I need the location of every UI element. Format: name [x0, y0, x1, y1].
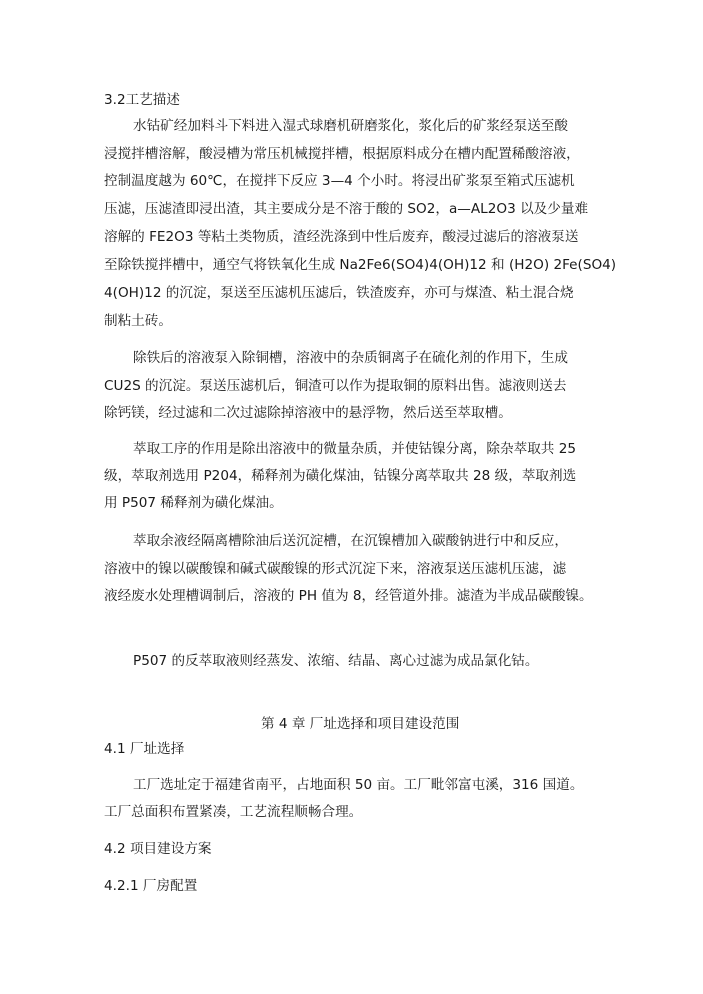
- paragraph-line: 萃取余液经隔离槽除油后送沉淀槽，在沉镍槽加入碳酸钠进行中和反应，: [133, 533, 568, 549]
- paragraph-line: 工厂选址定于福建省南平，占地面积 50 亩。工厂毗邻富屯溪，316 国道。: [133, 777, 584, 793]
- paragraph-line: 制粘土砖。: [104, 313, 172, 329]
- paragraph-line: 水钴矿经加料斗下料进入湿式球磨机研磨浆化，浆化后的矿浆经泵送至酸: [133, 118, 568, 134]
- paragraph-line: 至除铁搅拌槽中，通空气将铁氧化生成 Na2Fe6(SO4)4(OH)12 和 (H2O) 2Fe(SO4): [104, 257, 617, 273]
- section-4-1-heading: 4.1 厂址选择: [104, 741, 185, 757]
- paragraph-line: 浸搅拌槽溶解，酸浸槽为常压机械搅拌槽，根据原料成分在槽内配置稀酸溶液，: [104, 146, 580, 162]
- section-4-2-1-heading: 4.2.1 厂房配置: [104, 878, 198, 894]
- paragraph-line: 控制温度越为 60℃，在搅拌下反应 3—4 个小时。将浸出矿浆泵至箱式压滤机: [104, 173, 575, 189]
- chapter-4-title: 第 4 章 厂址选择和项目建设范围: [261, 716, 460, 732]
- paragraph-line: 工厂总面积布置紧凑，工艺流程顺畅合理。: [104, 804, 363, 820]
- section-3-2-heading: 3.2工艺描述: [104, 92, 180, 108]
- paragraph-line: 萃取工序的作用是除出溶液中的微量杂质，并使钴镍分离，除杂萃取共 25: [133, 441, 577, 457]
- paragraph-line: 用 P507 稀释剂为磺化煤油。: [104, 495, 283, 511]
- paragraph-line: 压滤，压滤渣即浸出渣，其主要成分是不溶于酸的 SO2，a—AL2O3 以及少量难: [104, 201, 589, 217]
- paragraph-line: 4(OH)12 的沉淀，泵送至压滤机压滤后，铁渣废弃，亦可与煤渣、粘土混合烧: [104, 285, 574, 301]
- paragraph-line: 除铁后的溶液泵入除铜槽，溶液中的杂质铜离子在硫化剂的作用下，生成: [133, 350, 568, 366]
- paragraph-line: 溶解的 FE2O3 等粘土类物质，渣经洗涤到中性后废弃，酸浸过滤后的溶液泵送: [104, 229, 579, 245]
- paragraph-line: P507 的反萃取液则经蒸发、浓缩、结晶、离心过滤为成品氯化钴。: [133, 653, 539, 669]
- section-4-2-heading: 4.2 项目建设方案: [104, 841, 212, 857]
- paragraph-line: 除钙镁，经过滤和二次过滤除掉溶液中的悬浮物，然后送至萃取槽。: [104, 405, 512, 421]
- paragraph-line: 液经废水处理槽调制后，溶液的 PH 值为 8，经管道外排。滤渣为半成品碳酸镍。: [104, 588, 593, 604]
- paragraph-line: CU2S 的沉淀。泵送压滤机后，铜渣可以作为提取铜的原料出售。滤液则送去: [104, 378, 567, 394]
- paragraph-line: 级，萃取剂选用 P204，稀释剂为磺化煤油，钴镍分离萃取共 28 级，萃取剂选: [104, 468, 577, 484]
- paragraph-line: 溶液中的镍以碳酸镍和碱式碳酸镍的形式沉淀下来，溶液泵送压滤机压滤，滤: [104, 561, 567, 577]
